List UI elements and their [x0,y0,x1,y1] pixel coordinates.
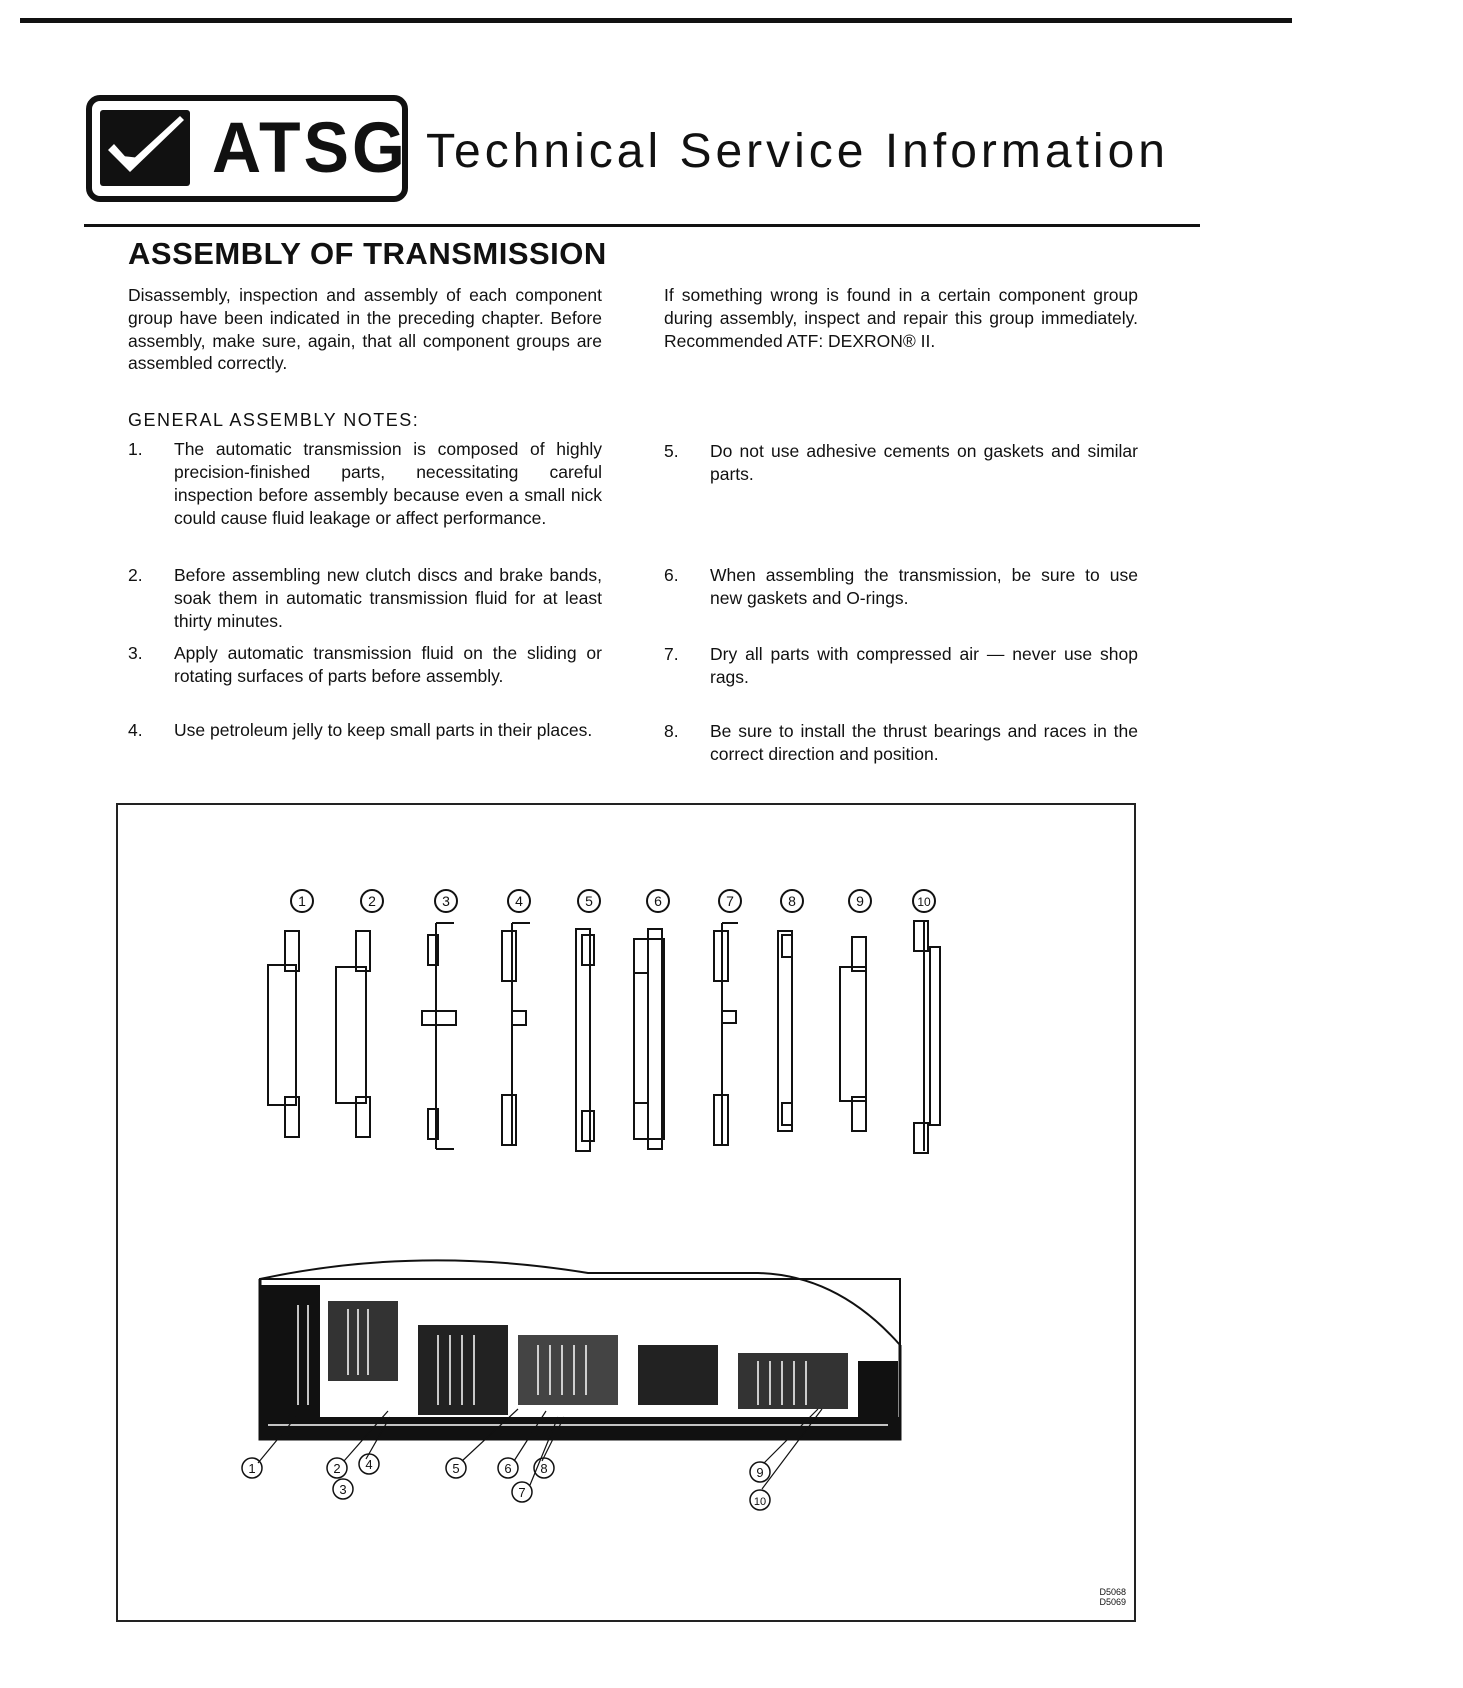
note-text: When assembling the transmission, be sure to use new gaskets and O-rings. [710,565,1138,608]
intro-left: Disassembly, inspection and assembly of each component group have been indicated in the preceding chapter. Before assembly, make sure, again, that all component groups are assembled correctly. [128,285,602,374]
header-rule [84,224,1200,227]
callout-label: 2 [333,1461,341,1476]
intro-right: If something wrong is found in a certain component group during assembly, inspect and repair this group immediately. Recommended ATF: DEXRON® II. [664,285,1138,351]
bearing-part [576,890,600,1151]
note-number: 7. [664,644,679,664]
note-text: Dry all parts with compressed air — never use shop rags. [710,644,1138,687]
callout-label: 7 [518,1485,526,1500]
note-text: Apply automatic transmission fluid on the sliding or rotating surfaces of parts before assembly. [174,643,602,686]
bearing-part [268,890,313,1137]
callout-label: 4 [515,893,523,909]
callout-label: 3 [442,893,450,909]
bearing-part [422,890,457,1149]
callout-label: 6 [504,1461,512,1476]
note-number: 3. [128,643,143,663]
note-text: Before assembling new clutch discs and brake bands, soak them in automatic transmission fluid for at least thirty minutes. [174,565,602,631]
logo-text: ATSG [212,108,408,188]
figure-codes [1099,1587,1126,1607]
top-border [20,18,1292,23]
note-number: 4. [128,720,143,740]
bottom-labels [248,1457,766,1508]
note-number: 5. [664,441,679,461]
bearing-row [268,890,940,1153]
callout-label: 2 [368,893,376,909]
note-text: Be sure to install the thrust bearings and races in the correct direction and position. [710,721,1138,764]
thrust-bearings-diagram [118,805,1134,1620]
callout-label: 6 [654,893,662,909]
callout-label: 4 [365,1457,373,1472]
callout-label: 10 [917,895,931,909]
top-labels [298,893,931,909]
callout-label: 7 [726,893,734,909]
transmission-cross-section [260,1260,900,1439]
note-text: Use petroleum jelly to keep small parts in their places. [174,720,593,740]
note-number: 1. [128,439,143,459]
bearing-part [634,890,669,1149]
note-text: Do not use adhesive cements on gaskets and similar parts. [710,441,1138,484]
callout-label: 5 [452,1461,460,1476]
callout-label: 1 [248,1461,256,1476]
header-title: Technical Service Information [426,125,1169,178]
bearing-part [840,890,871,1131]
callout-label: 1 [298,893,306,909]
note-number: 2. [128,565,143,585]
note-number: 6. [664,565,679,585]
bearing-part [778,890,803,1131]
callout-label: 10 [753,1496,767,1508]
notes-heading: GENERAL ASSEMBLY NOTES: [128,410,420,430]
section-title: ASSEMBLY OF TRANSMISSION [128,236,607,271]
figure-code: D5068 [1099,1587,1126,1597]
bearing-part [714,890,741,1145]
callout-label: 9 [756,1465,764,1480]
callout-label: 5 [585,893,593,909]
callout-label: 8 [540,1461,548,1476]
assembly-figure [116,803,1136,1622]
note-number: 8. [664,721,679,741]
callout-label: 9 [856,893,864,909]
bearing-part [336,890,383,1137]
bearing-part [502,890,530,1145]
callout-label: 8 [788,893,796,909]
callout-label: 3 [339,1482,347,1497]
figure-code: D5069 [1099,1597,1126,1607]
bearing-part [913,890,940,1153]
checkmark-icon [100,110,190,186]
note-text: The automatic transmission is composed of highly precision-finished parts, necessitating careful inspection before assembly because even a small nick could cause fluid leakage or affect performance. [174,439,602,528]
